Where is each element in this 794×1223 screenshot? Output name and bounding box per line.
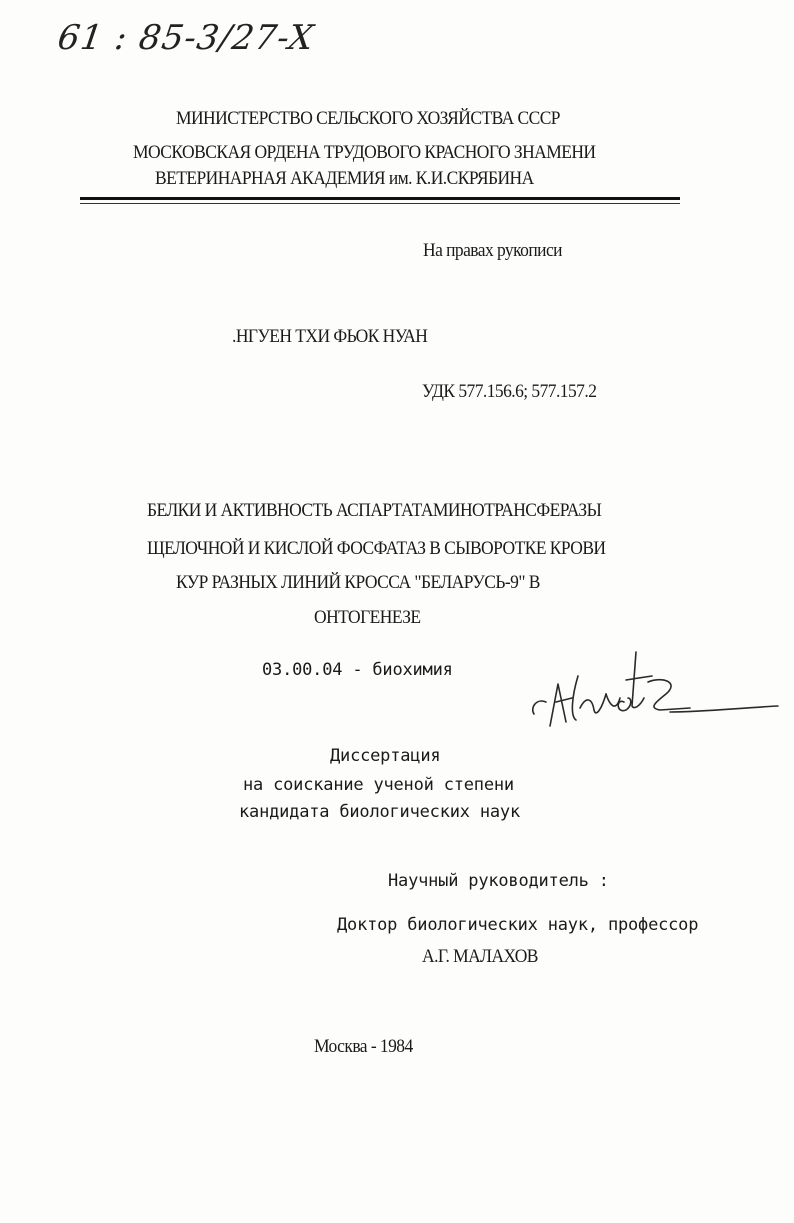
title-line-3: КУР РАЗНЫХ ЛИНИЙ КРОССА "БЕЛАРУСЬ-9" В: [176, 572, 540, 593]
supervisor-label: Научный руководитель :: [388, 871, 609, 891]
academy-line-1: МОСКОВСКАЯ ОРДЕНА ТРУДОВОГО КРАСНОГО ЗНАМЕНИ: [133, 142, 596, 163]
supervisor-name: А.Г. МАЛАХОВ: [422, 946, 538, 967]
degree-line-3: кандидата биологических наук: [239, 802, 520, 822]
header-divider-thin: [80, 203, 680, 204]
signature-image: [520, 636, 780, 736]
manuscript-note: На правах рукописи: [423, 240, 562, 261]
author-name: .НГУЕН ТХИ ФЬОК НУАН: [232, 326, 428, 347]
supervisor-title: Доктор биологических наук, профессор: [337, 915, 699, 935]
archive-code-handwritten: 61 : 85-3/27-X: [55, 18, 317, 58]
academy-line-2: ВЕТЕРИНАРНАЯ АКАДЕМИЯ им. К.И.СКРЯБИНА: [155, 168, 534, 189]
title-line-4: ОНТОГЕНЕЗЕ: [314, 607, 421, 628]
header-divider: [80, 197, 680, 200]
udc-code: УДК 577.156.6; 577.157.2: [422, 381, 597, 402]
place-year: Москва - 1984: [314, 1036, 413, 1057]
specialty-code: 03.00.04 - биохимия: [262, 660, 453, 680]
degree-line-2: на соискание ученой степени: [243, 775, 514, 795]
degree-line-1: Диссертация: [330, 746, 441, 766]
ministry-line: МИНИСТЕРСТВО СЕЛЬСКОГО ХОЗЯЙСТВА СССР: [176, 108, 560, 129]
title-line-2: ЩЕЛОЧНОЙ И КИСЛОЙ ФОСФАТАЗ В СЫВОРОТКЕ КРОВИ: [147, 538, 606, 559]
title-line-1: БЕЛКИ И АКТИВНОСТЬ АСПАРТАТАМИНОТРАНСФЕРАЗЫ: [147, 500, 602, 521]
